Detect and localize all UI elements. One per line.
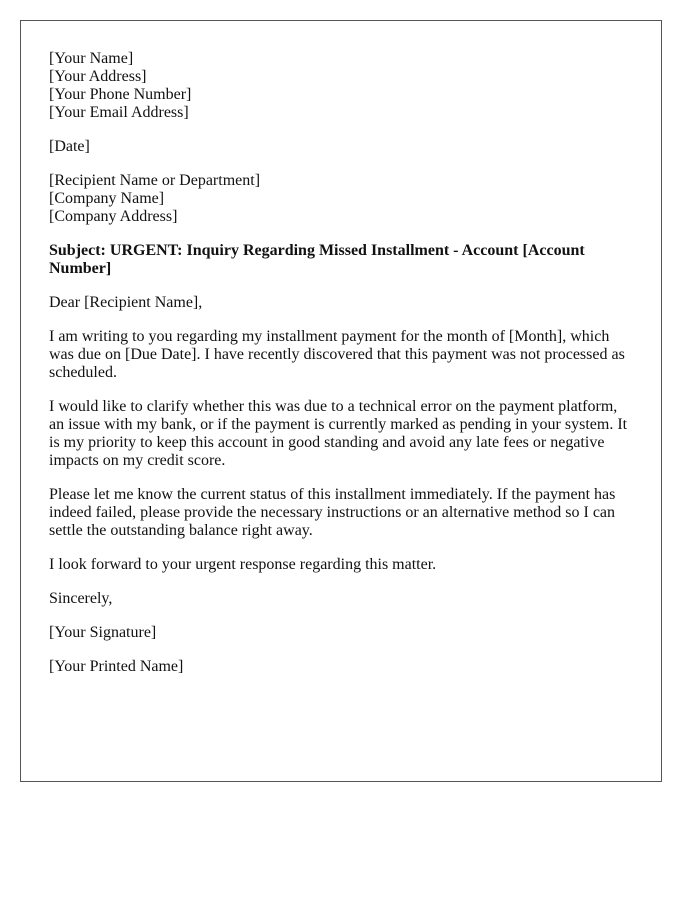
body-paragraph: I am writing to you regarding my installment payment for the month of [Month], which was due on [Due Date]. I have recently discovered that this payment was not processed as scheduled. <box>49 328 625 381</box>
body-paragraph: Please let me know the current status of this installment immediately. If the payment has indeed failed, please provide the necessary instructions or an alternative method so I can settle the outstanding balance right away. <box>49 486 616 539</box>
subject-line: Subject: URGENT: Inquiry Regarding Missed Installment - Account [Account Number] <box>49 242 585 277</box>
signature: [Your Signature] <box>49 624 157 641</box>
company-address: [Company Address] <box>49 208 178 225</box>
salutation: Dear [Recipient Name], <box>49 294 203 311</box>
sender-name: [Your Name] <box>49 50 134 67</box>
printed-name: [Your Printed Name] <box>49 658 184 675</box>
sender-phone: [Your Phone Number] <box>49 86 192 103</box>
company-name: [Company Name] <box>49 190 165 207</box>
letter <box>20 20 662 782</box>
closing: Sincerely, <box>49 590 113 607</box>
sender-block <box>49 50 633 122</box>
body-paragraph: I would like to clarify whether this was due to a technical error on the payment platform, an issue with my bank, or if the payment is currently marked as pending in your system. It is my priority to keep this account in good standing and avoid any late fees or negative impacts on my credit score. <box>49 398 628 469</box>
date: [Date] <box>49 138 90 155</box>
body-paragraph: I look forward to your urgent response regarding this matter. <box>49 556 437 573</box>
recipient-name: [Recipient Name or Department] <box>49 172 261 189</box>
sender-email: [Your Email Address] <box>49 104 189 121</box>
recipient-block <box>49 172 633 226</box>
sender-address: [Your Address] <box>49 68 147 85</box>
